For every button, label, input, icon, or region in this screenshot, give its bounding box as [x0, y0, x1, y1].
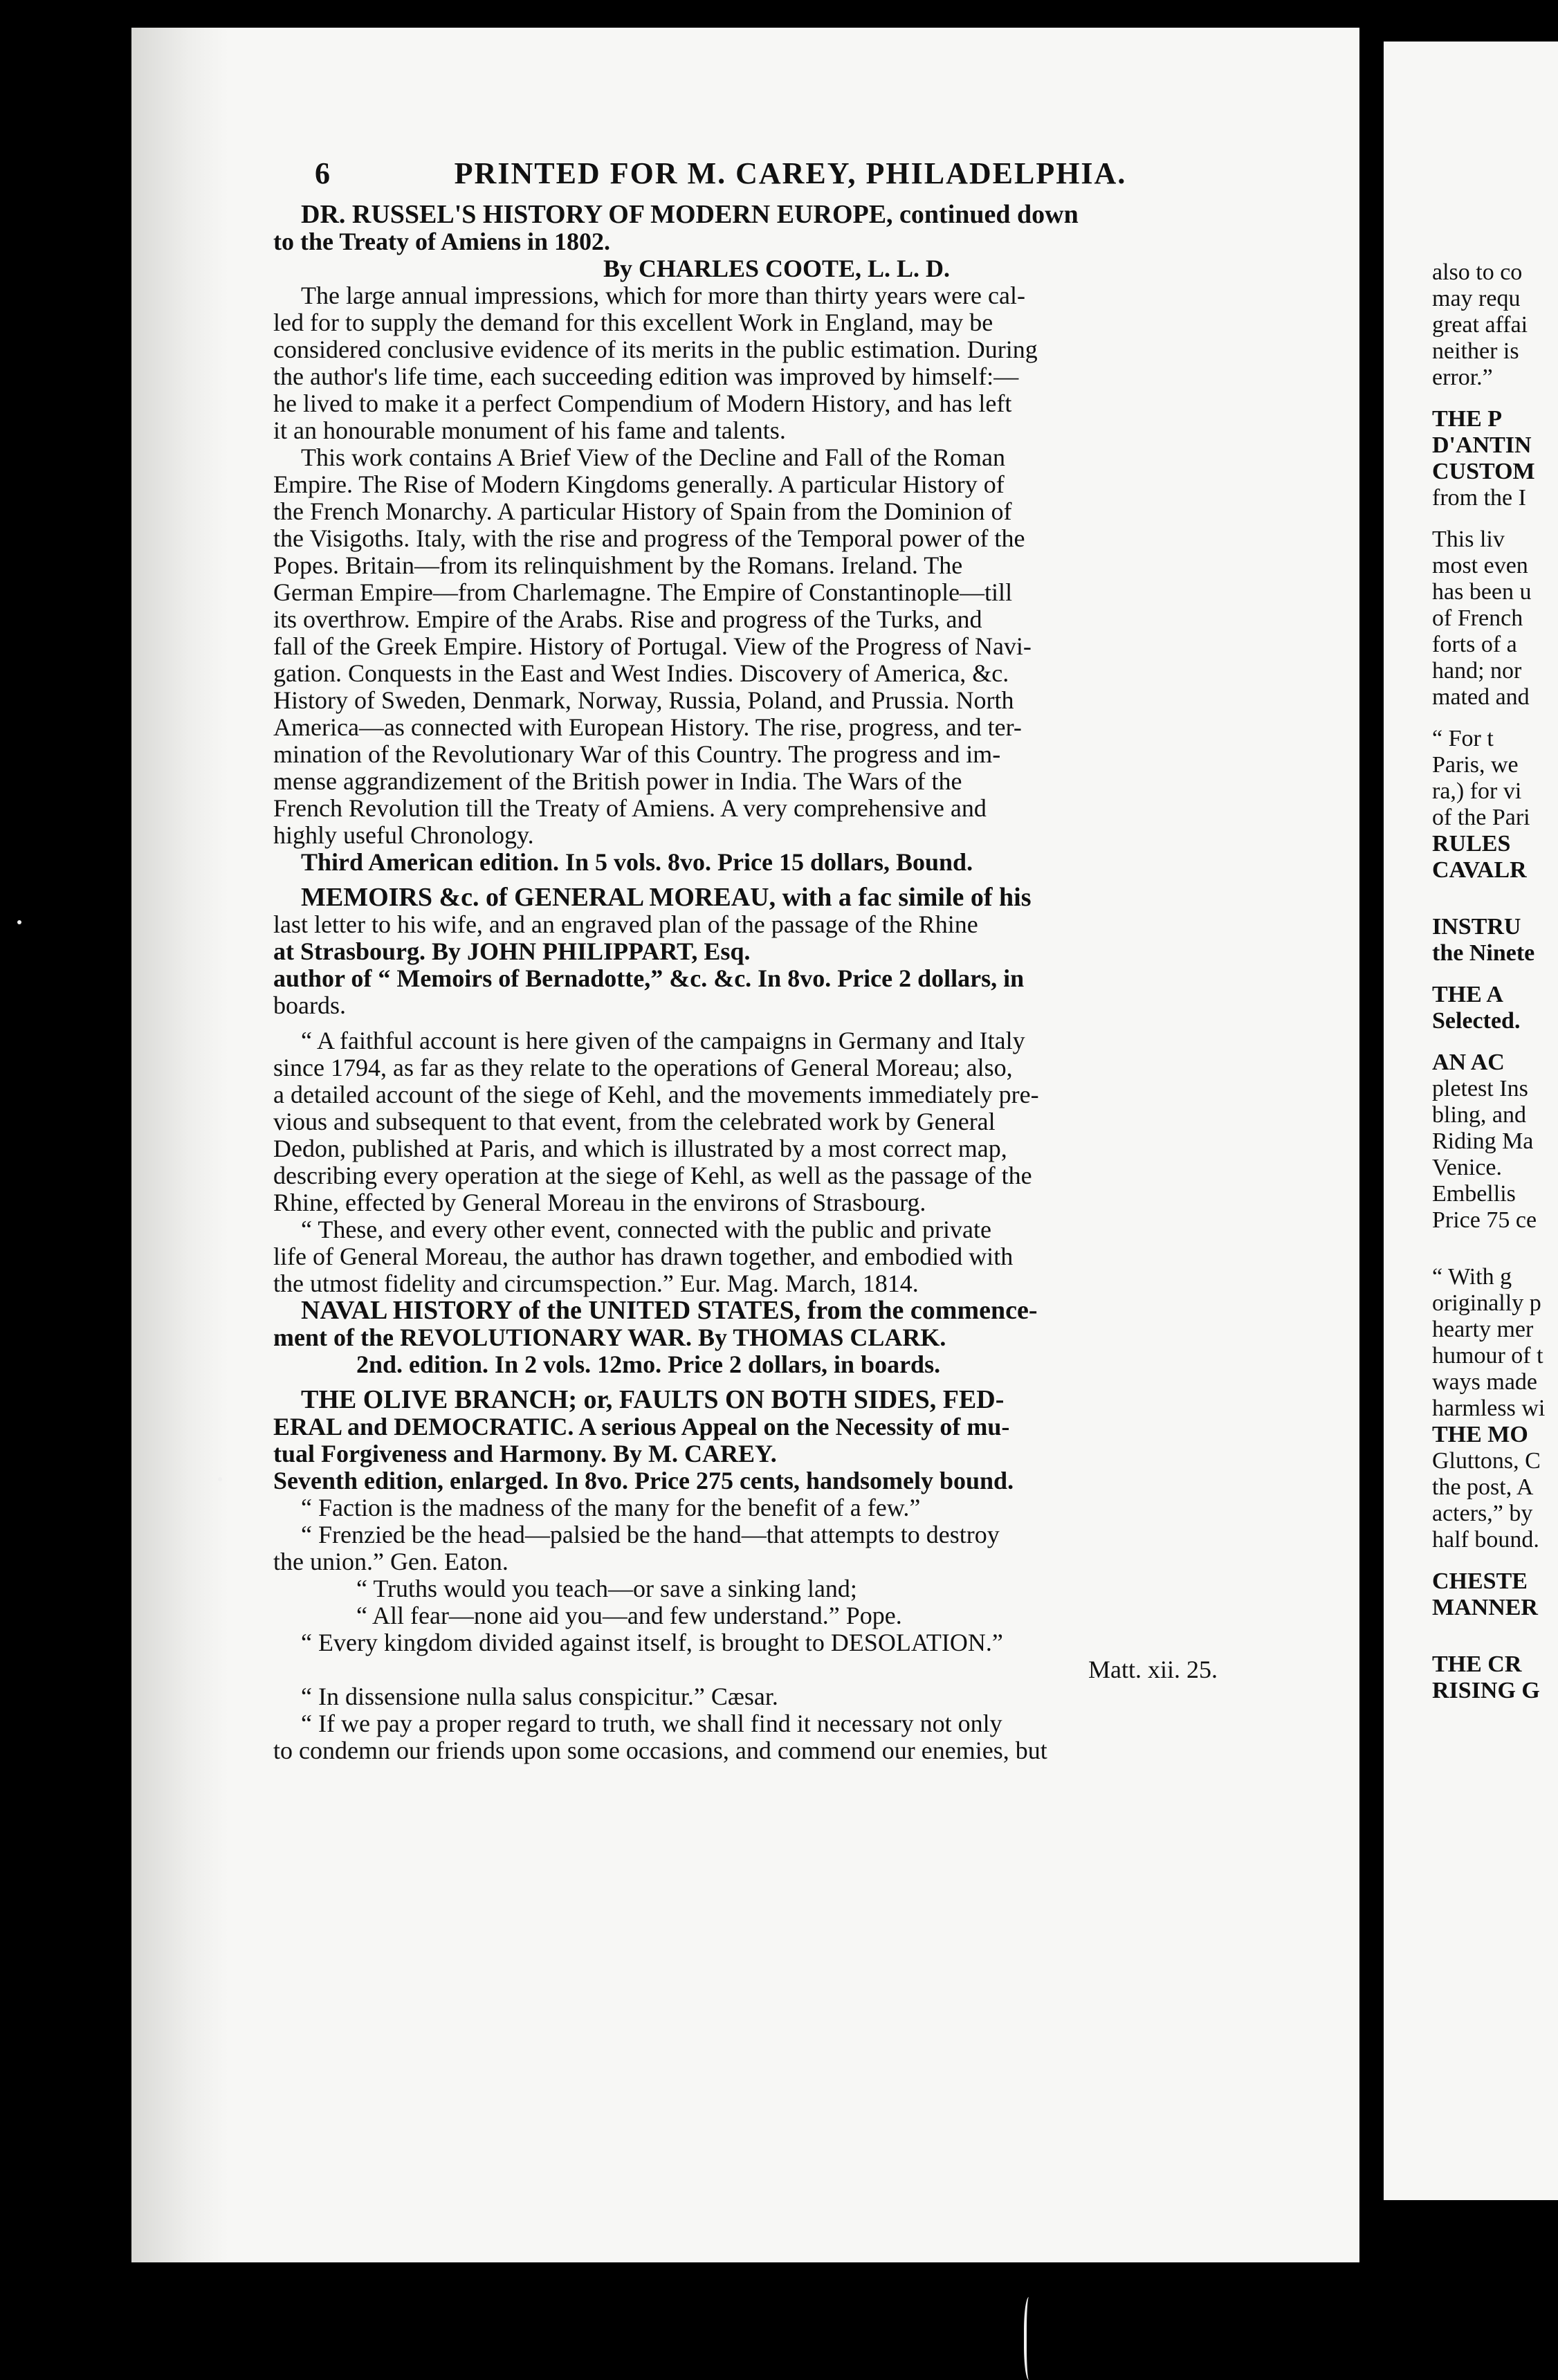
quote-line: “ These, and every other event, connected with the public and private	[301, 1216, 991, 1243]
quote-line: Rhine, effected by General Moreau in the environs of Strasbourg.	[273, 1189, 926, 1216]
text-line: the French Monarchy. A particular History of Spain from the Dominion of	[273, 498, 1012, 525]
text-line: fall of the Greek Empire. History of Portugal. View of the Progress of Navi-	[273, 633, 1032, 660]
entry-edition: Third American edition. In 5 vols. 8vo. Price 15 dollars, Bound.	[301, 849, 973, 876]
fragment-line: of French	[1432, 605, 1523, 631]
entry-title-line: NAVAL HISTORY of the UNITED STATES, from the commence-	[301, 1297, 1038, 1324]
text-line: it an honourable monument of his fame and talents.	[273, 417, 786, 444]
scan-speck	[17, 920, 21, 924]
text-line: Empire. The Rise of Modern Kingdoms generally. A particular History of	[273, 471, 1005, 498]
page-number: 6	[315, 156, 331, 190]
fragment-line: Paris, we	[1432, 752, 1519, 778]
text-line: This work contains A Brief View of the Decline and Fall of the Roman	[301, 444, 1005, 471]
facing-page-fragment	[1384, 42, 1558, 2200]
text-line: Popes. Britain—from its relinquishment by the Romans. Ireland. The	[273, 552, 963, 579]
quote-line: “ Frenzied be the head—palsied be the hand—that attempts to destroy	[301, 1521, 1000, 1548]
fragment-line: mated and	[1432, 684, 1530, 710]
text-line: the author's life time, each succeeding edition was improved by himself:—	[273, 363, 1019, 390]
fragment-line: acters,” by	[1432, 1501, 1533, 1526]
quote-line: Dedon, published at Paris, and which is illustrated by a most correct map,	[273, 1135, 1007, 1162]
fragment-line: CAVALR	[1432, 857, 1527, 883]
page-content	[273, 156, 1280, 1764]
quote-reference: Matt. xii. 25.	[1088, 1656, 1218, 1683]
fragment-line: INSTRU	[1432, 914, 1521, 940]
fragment-line: Riding Ma	[1432, 1128, 1534, 1154]
verse-line: “ All fear—none aid you—and few understand.” Pope.	[356, 1602, 902, 1629]
entry-title-line: MEMOIRS &c. of GENERAL MOREAU, with a fac simile of his	[301, 884, 1032, 911]
entry-title-line: THE OLIVE BRANCH; or, FAULTS ON BOTH SIDES, FED-	[301, 1386, 1005, 1413]
text-line: America—as connected with European History. The rise, progress, and ter-	[273, 714, 1022, 741]
verse-line: “ Truths would you teach—or save a sinking land;	[356, 1575, 857, 1602]
scan-artifact-mark	[1024, 2297, 1036, 2380]
fragment-line: CUSTOM	[1432, 459, 1535, 484]
entry-author: By CHARLES COOTE, L. L. D.	[603, 255, 951, 282]
quote-line: life of General Moreau, the author has drawn together, and embodied with	[273, 1243, 1014, 1270]
entry-title-line: boards.	[273, 992, 346, 1019]
fragment-line: forts of a	[1432, 632, 1517, 657]
fragment-line: hand; nor	[1432, 658, 1522, 684]
fragment-line: “ With g	[1432, 1264, 1512, 1290]
text-line: he lived to make it a perfect Compendium of Modern History, and has left	[273, 390, 1012, 417]
quote-line: a detailed account of the siege of Kehl, and the movements immediately pre-	[273, 1081, 1039, 1108]
entry-title-line: author of “ Memoirs of Bernadotte,” &c. &c. In 8vo. Price 2 dollars, in	[273, 965, 1025, 992]
fragment-line: pletest Ins	[1432, 1076, 1528, 1101]
quote-line: “ A faithful account is here given of the campaigns in Germany and Italy	[301, 1027, 1025, 1054]
olive-branch-entry	[273, 1386, 1280, 1764]
fragment-line: the Ninete	[1432, 940, 1535, 966]
text-line: mination of the Revolutionary War of this Country. The progress and im-	[273, 741, 1001, 768]
fragment-line: THE A	[1432, 982, 1503, 1007]
fragment-line: harmless wi	[1432, 1395, 1546, 1421]
text-line: German Empire—from Charlemagne. The Empire of Constantinople—till	[273, 579, 1013, 606]
fragment-line: Embellis	[1432, 1181, 1516, 1207]
header-title: PRINTED FOR M. CAREY, PHILADELPHIA.	[454, 156, 1127, 190]
text-line: French Revolution till the Treaty of Amiens. A very comprehensive and	[273, 795, 987, 822]
entry-title-line: ERAL and DEMOCRATIC. A serious Appeal on the Necessity of mu-	[273, 1413, 1010, 1440]
fragment-line: also to co	[1432, 259, 1523, 285]
quote-line: vious and subsequent to that event, from the celebrated work by General	[273, 1108, 996, 1135]
fragment-line: Venice.	[1432, 1155, 1503, 1180]
entry-title-line: tual Forgiveness and Harmony. By M. CAREY.	[273, 1440, 777, 1467]
fragment-line: Selected.	[1432, 1008, 1521, 1034]
quote-line: “ Faction is the madness of the many for the benefit of a few.”	[301, 1494, 921, 1521]
text-line: highly useful Chronology.	[273, 822, 534, 849]
fragment-line: THE MO	[1432, 1422, 1528, 1447]
entry-title-line: ment of the REVOLUTIONARY WAR. By THOMAS CLARK.	[273, 1324, 946, 1351]
fragment-line: has been u	[1432, 579, 1532, 605]
fragment-line: neither is	[1432, 338, 1519, 364]
fragment-line: This liv	[1432, 527, 1505, 552]
text-line: gation. Conquests in the East and West Indies. Discovery of America, &c.	[273, 660, 1009, 687]
text-line: led for to supply the demand for this excellent Work in England, may be	[273, 309, 993, 336]
entry-edition: 2nd. edition. In 2 vols. 12mo. Price 2 dollars, in boards.	[356, 1351, 941, 1378]
fragment-line: error.”	[1432, 365, 1493, 390]
text-line: considered conclusive evidence of its merits in the public estimation. During	[273, 336, 1038, 363]
fragment-line: from the I	[1432, 485, 1526, 511]
naval-entry	[273, 1297, 1280, 1378]
text-line: The large annual impressions, which for more than thirty years were cal-	[301, 282, 1025, 309]
entry-title-line: to the Treaty of Amiens in 1802.	[273, 228, 610, 255]
quote-line: “ If we pay a proper regard to truth, we shall find it necessary not only	[301, 1710, 1002, 1737]
entry-title-line: at Strasbourg. By JOHN PHILIPPART, Esq.	[273, 938, 751, 965]
running-header	[273, 156, 1280, 201]
fragment-line: humour of t	[1432, 1343, 1543, 1368]
fragment-line: most even	[1432, 553, 1528, 578]
fragment-line: the post, A	[1432, 1474, 1534, 1500]
quote-line: “ In dissensione nulla salus conspicitur.” Cæsar.	[301, 1683, 778, 1710]
fragment-line: CHESTE	[1432, 1568, 1528, 1594]
quote-line: describing every operation at the siege of Kehl, as well as the passage of the	[273, 1162, 1032, 1189]
text-line: its overthrow. Empire of the Arabs. Rise and progress of the Turks, and	[273, 606, 982, 633]
fragment-line: RISING G	[1432, 1678, 1540, 1703]
fragment-line: THE P	[1432, 406, 1503, 432]
entry-title-line: last letter to his wife, and an engraved plan of the passage of the Rhine	[273, 911, 978, 938]
scan-speck	[218, 1477, 222, 1481]
fragment-line: THE CR	[1432, 1651, 1522, 1677]
quote-line: “ Every kingdom divided against itself, is brought to DESOLATION.”	[301, 1629, 1003, 1656]
fragment-line: ra,) for vi	[1432, 778, 1522, 804]
quote-line: the union.” Gen. Eaton.	[273, 1548, 508, 1575]
fragment-line: MANNER	[1432, 1595, 1538, 1620]
text-line: History of Sweden, Denmark, Norway, Russia, Poland, and Prussia. North	[273, 687, 1014, 714]
fragment-line: RULES	[1432, 831, 1511, 857]
entry-edition: Seventh edition, enlarged. In 8vo. Price 275 cents, handsomely bound.	[273, 1467, 1014, 1494]
quote-line: the utmost fidelity and circumspection.” Eur. Mag. March, 1814.	[273, 1270, 919, 1297]
fragment-line: of the Pari	[1432, 805, 1530, 830]
fragment-line: great affai	[1432, 312, 1528, 338]
quote-line: since 1794, as far as they relate to the operations of General Moreau; also,	[273, 1054, 1013, 1081]
fragment-line: Gluttons, C	[1432, 1448, 1541, 1474]
russel-entry	[273, 201, 1280, 876]
fragment-line: AN AC	[1432, 1050, 1505, 1075]
fragment-line: originally p	[1432, 1290, 1541, 1316]
text-line: mense aggrandizement of the British power in India. The Wars of the	[273, 768, 962, 795]
fragment-line: Price 75 ce	[1432, 1207, 1537, 1233]
fragment-line: may requ	[1432, 286, 1521, 311]
fragment-line: ways made	[1432, 1369, 1538, 1395]
quote-line: to condemn our friends upon some occasions, and commend our enemies, but	[273, 1737, 1047, 1764]
page-gutter-shadow	[131, 28, 228, 2262]
entry-title-line: DR. RUSSEL'S HISTORY OF MODERN EUROPE, continued down	[301, 201, 1079, 228]
fragment-line: bling, and	[1432, 1102, 1526, 1128]
moreau-entry	[273, 884, 1280, 1297]
fragment-line: half bound.	[1432, 1527, 1539, 1553]
fragment-line: D'ANTIN	[1432, 432, 1532, 458]
fragment-line: “ For t	[1432, 726, 1494, 751]
text-line: the Visigoths. Italy, with the rise and progress of the Temporal power of the	[273, 525, 1025, 552]
fragment-line: hearty mer	[1432, 1317, 1534, 1342]
